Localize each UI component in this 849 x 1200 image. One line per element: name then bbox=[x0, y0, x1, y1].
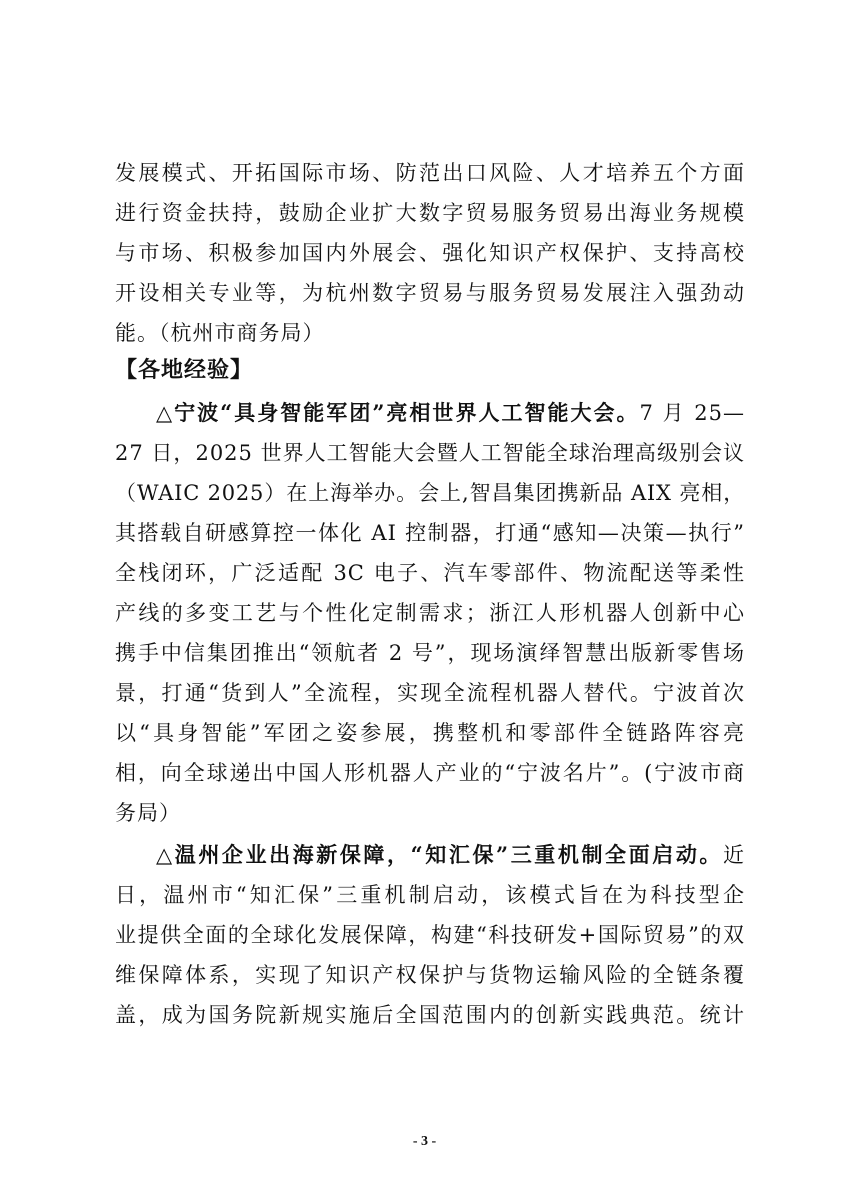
item1-line-10: 相，向全球递出中国人形机器人产业的“宁波名片”。(宁波市商 bbox=[115, 761, 745, 785]
page-number: - 3 - bbox=[412, 1134, 437, 1149]
intro-line-1: 发展模式、开拓国际市场、防范出口风险、人才培养五个方面 bbox=[115, 161, 745, 185]
intro-line-3: 与市场、积极参加国内外展会、强化知识产权保护、支持高校 bbox=[115, 241, 745, 265]
item1-line-2: 27 日，2025 世界人工智能大会暨人工智能全球治理高级别会议 bbox=[115, 441, 745, 465]
item1-line-3: （WAIC 2025）在上海举办。会上,智昌集团携新品 AIX 亮相， bbox=[115, 481, 745, 505]
item2-line-2: 日，温州市“知汇保”三重机制启动，该模式旨在为科技型企 bbox=[115, 883, 745, 907]
item2-first-line bbox=[156, 842, 745, 868]
item1-line-5: 全栈闭环，广泛适配 3C 电子、汽车零部件、物流配送等柔性 bbox=[115, 561, 745, 585]
item2-line-5: 盖，成为国务院新规实施后全国范围内的创新实践典范。统计 bbox=[115, 1003, 745, 1027]
item1-line-6: 产线的多变工艺与个性化定制需求；浙江人形机器人创新中心 bbox=[115, 601, 745, 625]
item1-title: △宁波“具身智能军团”亮相世界人工智能大会。 bbox=[156, 400, 640, 425]
item1-line-8: 景，打通“货到人”全流程，实现全流程机器人替代。宁波首次 bbox=[115, 681, 745, 705]
item1-line-7: 携手中信集团推出“领航者 2 号”，现场演绎智慧出版新零售场 bbox=[115, 641, 745, 665]
intro-line-5: 能。（杭州市商务局） bbox=[115, 321, 325, 345]
intro-line-2: 进行资金扶持，鼓励企业扩大数字贸易服务贸易出海业务规模 bbox=[115, 201, 745, 225]
item1-line-11: 务局） bbox=[115, 801, 181, 825]
item2-line-3: 业提供全面的全球化发展保障，构建“科技研发+国际贸易”的双 bbox=[115, 923, 745, 947]
section-title: 【各地经验】 bbox=[115, 358, 254, 383]
item2-line-4: 维保障体系，实现了知识产权保护与货物运输风险的全链条覆 bbox=[115, 963, 745, 987]
item2-title: △温州企业出海新保障，“知汇保”三重机制全面启动。 bbox=[156, 842, 723, 867]
item1-first-line-rest: 7 月 25— bbox=[639, 401, 745, 425]
intro-line-4: 开设相关专业等，为杭州数字贸易与服务贸易发展注入强劲动 bbox=[115, 281, 745, 305]
item1-line-4: 其搭载自研感算控一体化 AI 控制器，打通“感知—决策—执行” bbox=[115, 521, 745, 545]
item2-first-line-rest: 近 bbox=[723, 843, 745, 867]
item1-first-line bbox=[156, 400, 745, 426]
item1-line-9: 以“具身智能”军团之姿参展，携整机和零部件全链路阵容亮 bbox=[115, 721, 745, 745]
